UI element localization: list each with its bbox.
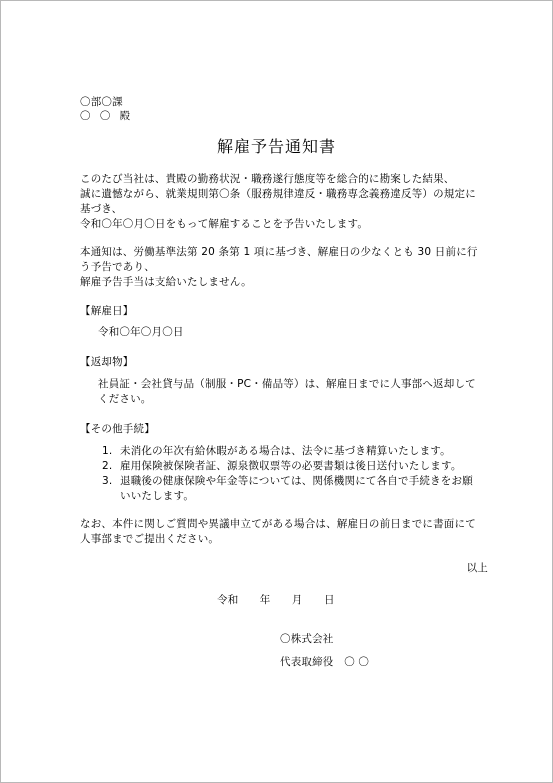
paragraph1-line-2: 誠に遺憾ながら、就業規則第〇条（服務規律違反・職務専念義務違反等）の規定に — [80, 188, 476, 200]
paragraph2-line-2: う予告であり、 — [80, 261, 155, 273]
other-item-3 — [102, 474, 473, 488]
paragraph2-line-1: 本通知は、労働基準法第 20 条第 1 項に基づき、解雇日の少なくとも 30 日前に行 — [80, 246, 478, 258]
other-heading: 【その他手続】 — [80, 423, 155, 435]
other-item-3-text-2: いいたします。 — [120, 490, 195, 502]
dismissal-heading: 【解雇日】 — [80, 305, 134, 317]
addressee-department: 〇部〇課 — [80, 96, 123, 108]
sender-company: 〇株式会社 — [280, 633, 334, 645]
other-item-2 — [102, 459, 462, 473]
addressee-name: 〇 〇 殿 — [80, 110, 134, 122]
other-item-1 — [102, 444, 451, 458]
paragraph1-line-4: 令和〇年〇月〇日をもって解雇することを予告いたします。 — [80, 218, 369, 230]
other-item-2-text: 雇用保険被保険者証、源泉徴収票等の必要書類は後日送付いたします。 — [120, 460, 462, 472]
document-title: 解雇予告通知書 — [216, 137, 336, 156]
paragraph1-line-1: このたび当社は、貴殿の勤務状況・職務遂行態度等を総合的に勘案した結果、 — [80, 173, 455, 185]
return-heading: 【返却物】 — [80, 356, 134, 368]
sender-representative: 代表取締役 〇 〇 — [280, 656, 370, 668]
return-line-2: ください。 — [98, 393, 152, 405]
ijou-text: 以上 — [466, 562, 488, 574]
other-item-1-text: 未消化の年次有給休暇がある場合は、法令に基づき精算いたします。 — [120, 445, 451, 457]
return-line-1: 社員証・会社貸与品（制服・PC・備品等）は、解雇日までに人事部へ返却して — [98, 378, 476, 390]
other-item-2-number: 2. — [102, 460, 113, 472]
date-line: 令和 年 月 日 — [217, 594, 335, 606]
paragraph1-line-3: 基づき、 — [80, 203, 123, 215]
other-item-3-number: 3. — [102, 475, 113, 487]
dismissal-date: 令和〇年〇月〇日 — [98, 326, 184, 338]
closing-line-2: 人事部までご提出ください。 — [80, 533, 220, 545]
paragraph2-line-3: 解雇予告手当は支給いたしません。 — [80, 276, 252, 288]
closing-line-1: なお、本件に関しご質問や異議申立てがある場合は、解雇日の前日までに書面にて — [80, 518, 476, 530]
other-item-1-number: 1. — [102, 445, 113, 457]
other-item-3-text-1: 退職後の健康保険や年金等については、関係機関にて各自で手続きをお願 — [120, 475, 473, 487]
